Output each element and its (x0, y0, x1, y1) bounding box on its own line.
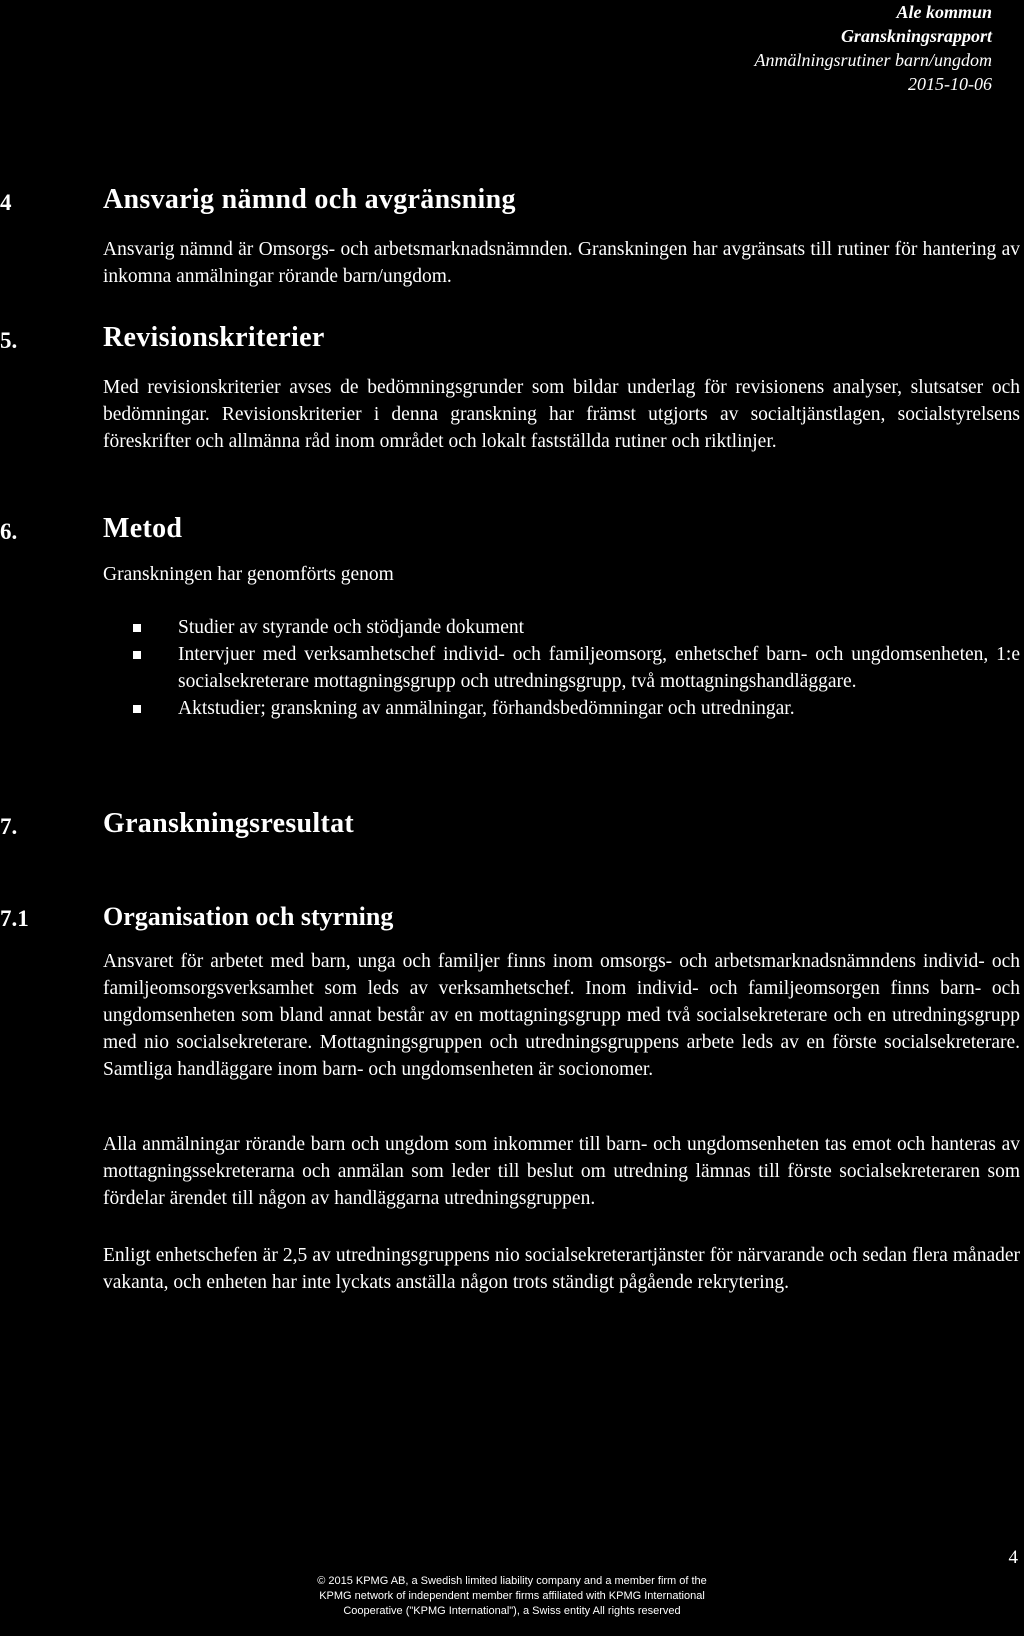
section-paragraph: Ansvarig nämnd är Omsorgs- och arbetsmarknadsnämnden. Granskningen har avgränsats till rutiner för hantering av inkomna anmälningar rörande barn/ungdom. (103, 239, 1020, 287)
section-paragraph: Med revisionskriterier avses de bedömningsgrunder som bildar underlag för revisionens analyser, slutsatser och bedömningar. Revisionskriterier i denna granskning har främst utgjorts av socialtjänstlagen, socialstyrelsens föreskrifter och allmänna råd inom området och lokalt fastställda rutiner och riktlinjer. (103, 377, 1020, 452)
list-item-text: Intervjuer med verksamhetschef individ- och familjeomsorg, enhetschef barn- och ungdomsenheten, 1:e socialsekreterare mottagningsgrupp och utredningsgrupp, två mottagningshandläggare. (178, 644, 1020, 692)
footer-line: Cooperative ("KPMG International"), a Swiss entity All rights reserved (343, 1605, 681, 1617)
page-number: 4 (1008, 1547, 1018, 1568)
subsection-heading: Organisation och styrning (103, 902, 394, 931)
section-intro: Granskningen har genomförts genom (103, 564, 394, 585)
section-number: 5. (0, 328, 18, 353)
list-item-text: Aktstudier; granskning av anmälningar, förhandsbedömningar och utredningar. (178, 698, 795, 719)
section-number: 7. (0, 814, 18, 839)
list-item-text: Studier av styrande och stödjande dokument (178, 617, 525, 638)
square-bullet-icon (133, 651, 141, 659)
section-heading: Granskningsresultat (103, 808, 355, 839)
section-number: 7.1 (0, 906, 29, 931)
copyright-footer (0, 1574, 1024, 1619)
section-number: 6. (0, 519, 18, 544)
list-item (103, 614, 1020, 641)
section-paragraph: Alla anmälningar rörande barn och ungdom som inkommer till barn- och ungdomsenheten tas emot och hanteras av mottagningssekreterarna och anmälan som leder till beslut om utredning lämnas till förste socialsekreteraren som fördelar ärendet till någon av handläggarna utredningsgruppen. (103, 1134, 1020, 1209)
list-item (103, 641, 1020, 695)
section-heading: Ansvarig nämnd och avgränsning (103, 184, 516, 215)
footer-line: KPMG network of independent member firms affiliated with KPMG International (319, 1590, 705, 1602)
square-bullet-icon (133, 705, 141, 713)
section-number: 4 (0, 190, 12, 215)
header-date: 2015-10-06 (908, 74, 992, 94)
square-bullet-icon (133, 624, 141, 632)
header-report-type: Granskningsrapport (840, 26, 992, 46)
header-organization: Ale kommun (896, 2, 992, 22)
section-heading: Revisionskriterier (103, 322, 325, 353)
header-subtitle: Anmälningsrutiner barn/ungdom (754, 50, 992, 70)
list-item (103, 695, 1020, 722)
section-paragraph: Enligt enhetschefen är 2,5 av utredningsgruppens nio socialsekreterartjänster för närvarande och sedan flera månader vakanta, och enheten har inte lyckats anställa någon trots ständigt pågående rekrytering. (103, 1245, 1020, 1293)
section-heading: Metod (103, 513, 183, 544)
footer-line: © 2015 KPMG AB, a Swedish limited liability company and a member firm of the (317, 1575, 707, 1587)
section-paragraph: Ansvaret för arbetet med barn, unga och familjer finns inom omsorgs- och arbetsmarknadsnämndens individ- och familjeomsorgsverksamhet som leds av verksamhetschef. Inom individ- och familjeomsorgen finns barn- och ungdomsenheten som bland annat består av en mottagningsgrupp med två socialsekreterare och en utredningsgrupp med nio socialsekreterare. Mottagningsgruppen och utredningsgruppens arbete leds av en förste socialsekreterare. Samtliga handläggare inom barn- och ungdomsenheten är socionomer. (103, 951, 1020, 1080)
method-list (103, 614, 1020, 722)
running-header (754, 0, 992, 96)
